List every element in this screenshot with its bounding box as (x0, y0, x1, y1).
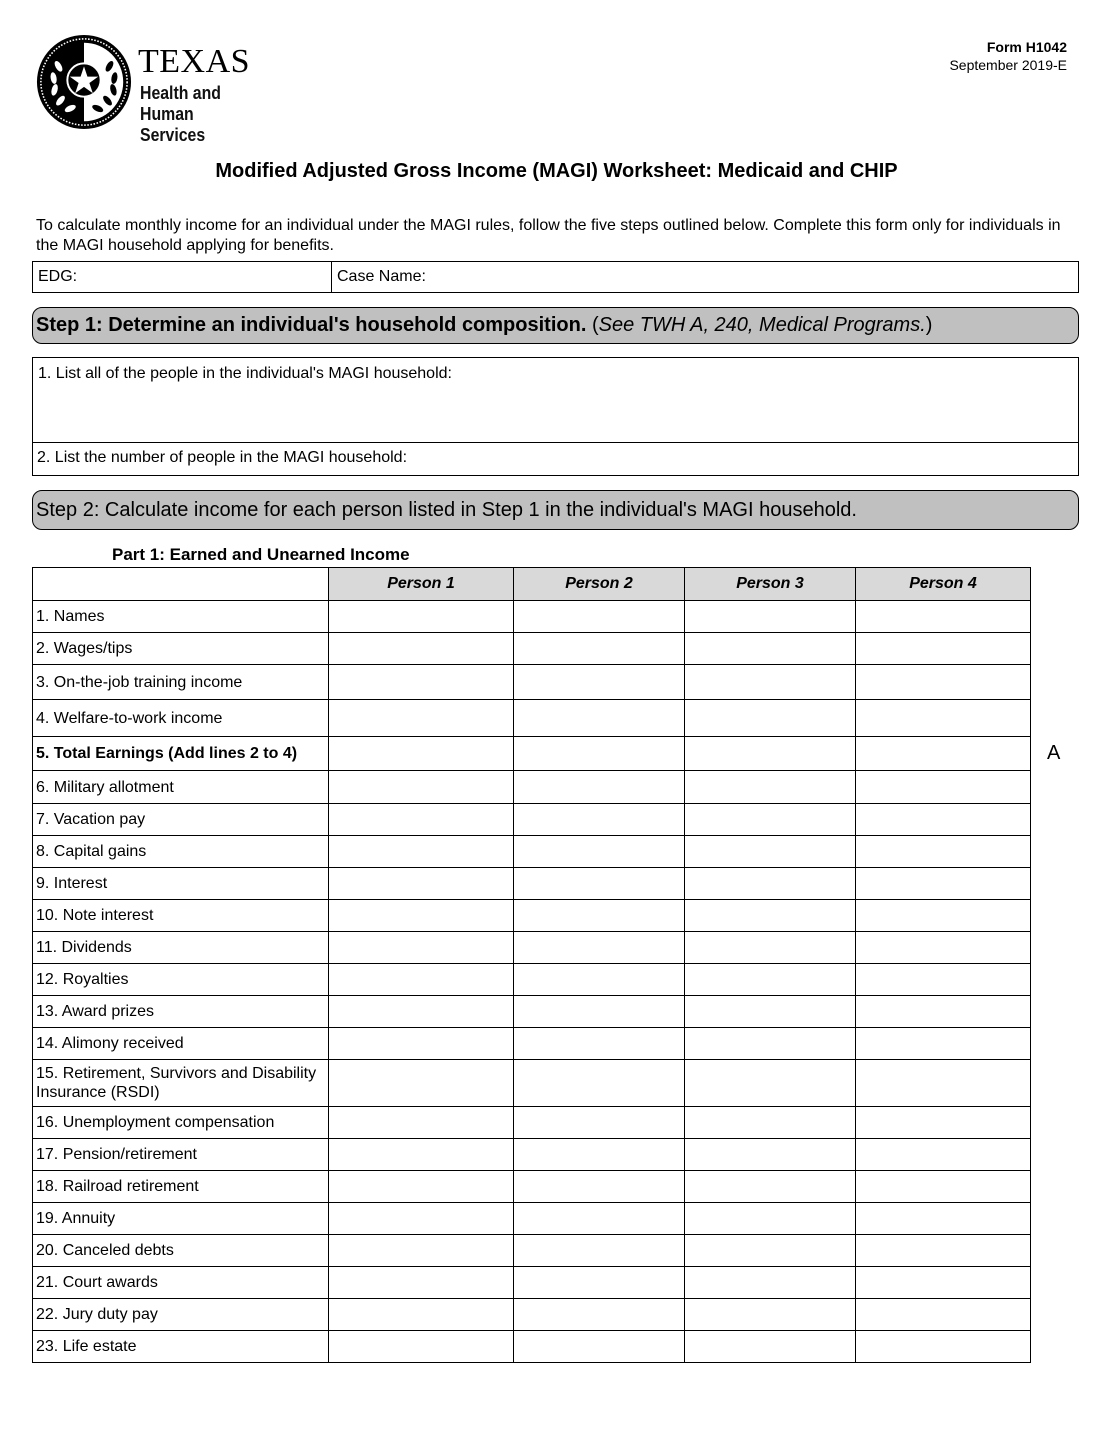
income-cell-person-1[interactable] (329, 601, 514, 633)
income-cell-person-2[interactable] (514, 771, 685, 804)
income-row-label: 6. Military allotment (33, 771, 329, 804)
income-cell-person-1[interactable] (329, 804, 514, 836)
form-meta (949, 38, 1067, 74)
income-row-label: 4. Welfare-to-work income (33, 700, 329, 737)
household-members-label: 1. List all of the people in the individual's MAGI household: (38, 365, 452, 382)
income-row (33, 1060, 1031, 1107)
form-date: September 2019-E (949, 57, 1067, 73)
income-cell-person-4[interactable] (856, 868, 1031, 900)
income-cell-person-4[interactable] (856, 964, 1031, 996)
income-cell-person-1[interactable] (329, 1060, 514, 1107)
income-cell-person-4[interactable] (856, 1028, 1031, 1060)
income-cell-person-2[interactable] (514, 1331, 685, 1363)
income-cell-person-1[interactable] (329, 1267, 514, 1299)
income-row-label: 17. Pension/retirement (33, 1139, 329, 1171)
income-cell-person-4[interactable] (856, 737, 1031, 771)
edg-label: EDG: (38, 268, 78, 285)
income-cell-person-3[interactable] (685, 1203, 856, 1235)
income-cell-person-3[interactable] (685, 868, 856, 900)
income-cell-person-2[interactable] (514, 1267, 685, 1299)
income-row (33, 601, 1031, 633)
income-cell-person-1[interactable] (329, 1028, 514, 1060)
income-cell-person-2[interactable] (514, 868, 685, 900)
income-cell-person-1[interactable] (329, 1299, 514, 1331)
income-cell-person-3[interactable] (685, 1299, 856, 1331)
income-row-label: 11. Dividends (33, 932, 329, 964)
household-count-label: 2. List the number of people in the MAGI household: (37, 449, 408, 466)
income-cell-person-2[interactable] (514, 1171, 685, 1203)
income-cell-person-4[interactable] (856, 1203, 1031, 1235)
case-info-row (32, 261, 1079, 293)
income-table (32, 567, 1031, 1363)
income-cell-person-3[interactable] (685, 700, 856, 737)
income-cell-person-3[interactable] (685, 665, 856, 700)
income-cell-person-1[interactable] (329, 868, 514, 900)
income-row-label: 12. Royalties (33, 964, 329, 996)
income-row-label: 9. Interest (33, 868, 329, 900)
income-cell-person-4[interactable] (856, 665, 1031, 700)
income-cell-person-2[interactable] (514, 1235, 685, 1267)
income-cell-person-3[interactable] (685, 1028, 856, 1060)
income-cell-person-2[interactable] (514, 804, 685, 836)
income-row (33, 700, 1031, 737)
income-cell-person-1[interactable] (329, 836, 514, 868)
income-cell-person-4[interactable] (856, 633, 1031, 665)
income-row-label: 18. Railroad retirement (33, 1171, 329, 1203)
intro-text: To calculate monthly income for an individual under the MAGI rules, follow the five steps outlined below. Complete this form only for individuals in the MAGI household applying for benefits. (36, 217, 1061, 254)
step2-heading: Step 2: Calculate income for each person listed in Step 1 in the individual's MAGI household. (32, 490, 1079, 530)
income-cell-person-2[interactable] (514, 1139, 685, 1171)
brand-line-3: Services (140, 125, 206, 145)
income-row (33, 996, 1031, 1028)
income-cell-person-1[interactable] (329, 771, 514, 804)
income-row (33, 836, 1031, 868)
income-cell-person-4[interactable] (856, 1060, 1031, 1107)
income-cell-person-3[interactable] (685, 1267, 856, 1299)
income-cell-person-4[interactable] (856, 836, 1031, 868)
income-row-label: 19. Annuity (33, 1203, 329, 1235)
income-row (33, 1139, 1031, 1171)
income-row (33, 1171, 1031, 1203)
income-cell-person-4[interactable] (856, 1267, 1031, 1299)
income-cell-person-1[interactable] (329, 665, 514, 700)
case-name-label: Case Name: (337, 268, 426, 285)
income-cell-person-4[interactable] (856, 900, 1031, 932)
step1-paren-close: ) (925, 314, 933, 336)
income-cell-person-4[interactable] (856, 1331, 1031, 1363)
income-row-label: 22. Jury duty pay (33, 1299, 329, 1331)
household-members-field[interactable] (33, 358, 1078, 443)
brand-agency-name (140, 83, 276, 146)
income-cell-person-4[interactable] (856, 932, 1031, 964)
agency-logo (35, 33, 295, 145)
income-cell-person-2[interactable] (514, 665, 685, 700)
income-row-label: 23. Life estate (33, 1331, 329, 1363)
income-row (33, 665, 1031, 700)
income-row (33, 1331, 1031, 1363)
step1-heading-main: Step 1: Determine an individual's household composition. (36, 314, 587, 336)
income-cell-person-2[interactable] (514, 737, 685, 771)
income-cell-person-2[interactable] (514, 1107, 685, 1139)
income-cell-person-1[interactable] (329, 964, 514, 996)
income-row-label: 1. Names (33, 601, 329, 633)
income-cell-person-1[interactable] (329, 1203, 514, 1235)
income-cell-person-1[interactable] (329, 700, 514, 737)
income-cell-person-3[interactable] (685, 996, 856, 1028)
income-cell-person-4[interactable] (856, 1107, 1031, 1139)
income-row (33, 900, 1031, 932)
income-cell-person-3[interactable] (685, 932, 856, 964)
income-cell-person-2[interactable] (514, 932, 685, 964)
income-row-label: 3. On-the-job training income (33, 665, 329, 700)
income-cell-person-1[interactable] (329, 900, 514, 932)
income-cell-person-1[interactable] (329, 932, 514, 964)
income-cell-person-3[interactable] (685, 804, 856, 836)
income-row (33, 1028, 1031, 1060)
income-row (33, 1267, 1031, 1299)
case-name-field[interactable] (332, 262, 1078, 292)
income-cell-person-1[interactable] (329, 1107, 514, 1139)
income-cell-person-1[interactable] (329, 1235, 514, 1267)
income-row-label: 14. Alimony received (33, 1028, 329, 1060)
income-cell-person-3[interactable] (685, 964, 856, 996)
income-cell-person-3[interactable] (685, 771, 856, 804)
income-cell-person-2[interactable] (514, 700, 685, 737)
column-header-person-3: Person 3 (685, 568, 856, 601)
income-cell-person-3[interactable] (685, 900, 856, 932)
income-row-label: 21. Court awards (33, 1267, 329, 1299)
income-row-label: 20. Canceled debts (33, 1235, 329, 1267)
income-cell-person-4[interactable] (856, 1139, 1031, 1171)
income-row-label: 8. Capital gains (33, 836, 329, 868)
column-header-person-4: Person 4 (856, 568, 1031, 601)
income-cell-person-2[interactable] (514, 1299, 685, 1331)
step1-heading (32, 307, 1079, 344)
income-cell-person-3[interactable] (685, 737, 856, 771)
income-row-label: 15. Retirement, Survivors and Disability Insurance (RSDI) (33, 1060, 329, 1107)
income-table-header (33, 568, 1031, 601)
form-number: Form H1042 (986, 39, 1067, 55)
income-cell-person-3[interactable] (685, 601, 856, 633)
texas-star-seal-icon (35, 33, 133, 131)
income-row-label: 7. Vacation pay (33, 804, 329, 836)
step1-paren-open: ( (586, 314, 599, 336)
part1-title: Part 1: Earned and Unearned Income (112, 545, 410, 564)
income-cell-person-4[interactable] (856, 1235, 1031, 1267)
income-cell-person-2[interactable] (514, 1203, 685, 1235)
income-cell-person-2[interactable] (514, 601, 685, 633)
income-cell-person-3[interactable] (685, 1107, 856, 1139)
column-header-person-2: Person 2 (514, 568, 685, 601)
income-cell-person-3[interactable] (685, 1235, 856, 1267)
income-row-label: 5. Total Earnings (Add lines 2 to 4) (33, 737, 329, 771)
income-row-label: 13. Award prizes (33, 996, 329, 1028)
income-row (33, 1203, 1031, 1235)
income-cell-person-3[interactable] (685, 836, 856, 868)
income-cell-person-1[interactable] (329, 996, 514, 1028)
income-row (33, 771, 1031, 804)
income-row-label: 10. Note interest (33, 900, 329, 932)
brand-line-2: Health and Human (140, 83, 221, 124)
income-row (33, 1299, 1031, 1331)
income-cell-person-4[interactable] (856, 771, 1031, 804)
income-cell-person-3[interactable] (685, 633, 856, 665)
income-cell-person-3[interactable] (685, 1060, 856, 1107)
income-cell-person-1[interactable] (329, 1331, 514, 1363)
income-row-label: 2. Wages/tips (33, 633, 329, 665)
income-row (33, 932, 1031, 964)
income-cell-person-2[interactable] (514, 1060, 685, 1107)
income-cell-person-2[interactable] (514, 836, 685, 868)
household-composition-box (32, 357, 1079, 476)
income-cell-person-4[interactable] (856, 996, 1031, 1028)
income-cell-person-2[interactable] (514, 900, 685, 932)
income-row (33, 1107, 1031, 1139)
income-row (33, 964, 1031, 996)
income-cell-person-2[interactable] (514, 964, 685, 996)
income-cell-person-1[interactable] (329, 633, 514, 665)
income-cell-person-2[interactable] (514, 1028, 685, 1060)
column-header-label (33, 568, 329, 601)
income-row (33, 737, 1031, 771)
income-cell-person-4[interactable] (856, 601, 1031, 633)
income-cell-person-1[interactable] (329, 1139, 514, 1171)
page-title: Modified Adjusted Gross Income (MAGI) Worksheet: Medicaid and CHIP (215, 160, 898, 182)
edg-field[interactable] (33, 262, 332, 292)
income-row (33, 1235, 1031, 1267)
income-cell-person-3[interactable] (685, 1139, 856, 1171)
income-cell-person-2[interactable] (514, 633, 685, 665)
column-header-person-1: Person 1 (329, 568, 514, 601)
income-row (33, 804, 1031, 836)
income-cell-person-4[interactable] (856, 804, 1031, 836)
total-earnings-marker: A (1047, 742, 1061, 764)
household-count-field[interactable] (33, 443, 1078, 473)
income-row-label: 16. Unemployment compensation (33, 1107, 329, 1139)
income-cell-person-4[interactable] (856, 700, 1031, 737)
income-cell-person-1[interactable] (329, 1171, 514, 1203)
income-cell-person-2[interactable] (514, 996, 685, 1028)
brand-texas: TEXAS (138, 43, 251, 80)
income-cell-person-4[interactable] (856, 1299, 1031, 1331)
income-cell-person-4[interactable] (856, 1171, 1031, 1203)
income-cell-person-3[interactable] (685, 1331, 856, 1363)
income-cell-person-3[interactable] (685, 1171, 856, 1203)
step1-heading-reference: See TWH A, 240, Medical Programs. (598, 314, 926, 336)
income-row (33, 633, 1031, 665)
income-row (33, 868, 1031, 900)
income-cell-person-1[interactable] (329, 737, 514, 771)
